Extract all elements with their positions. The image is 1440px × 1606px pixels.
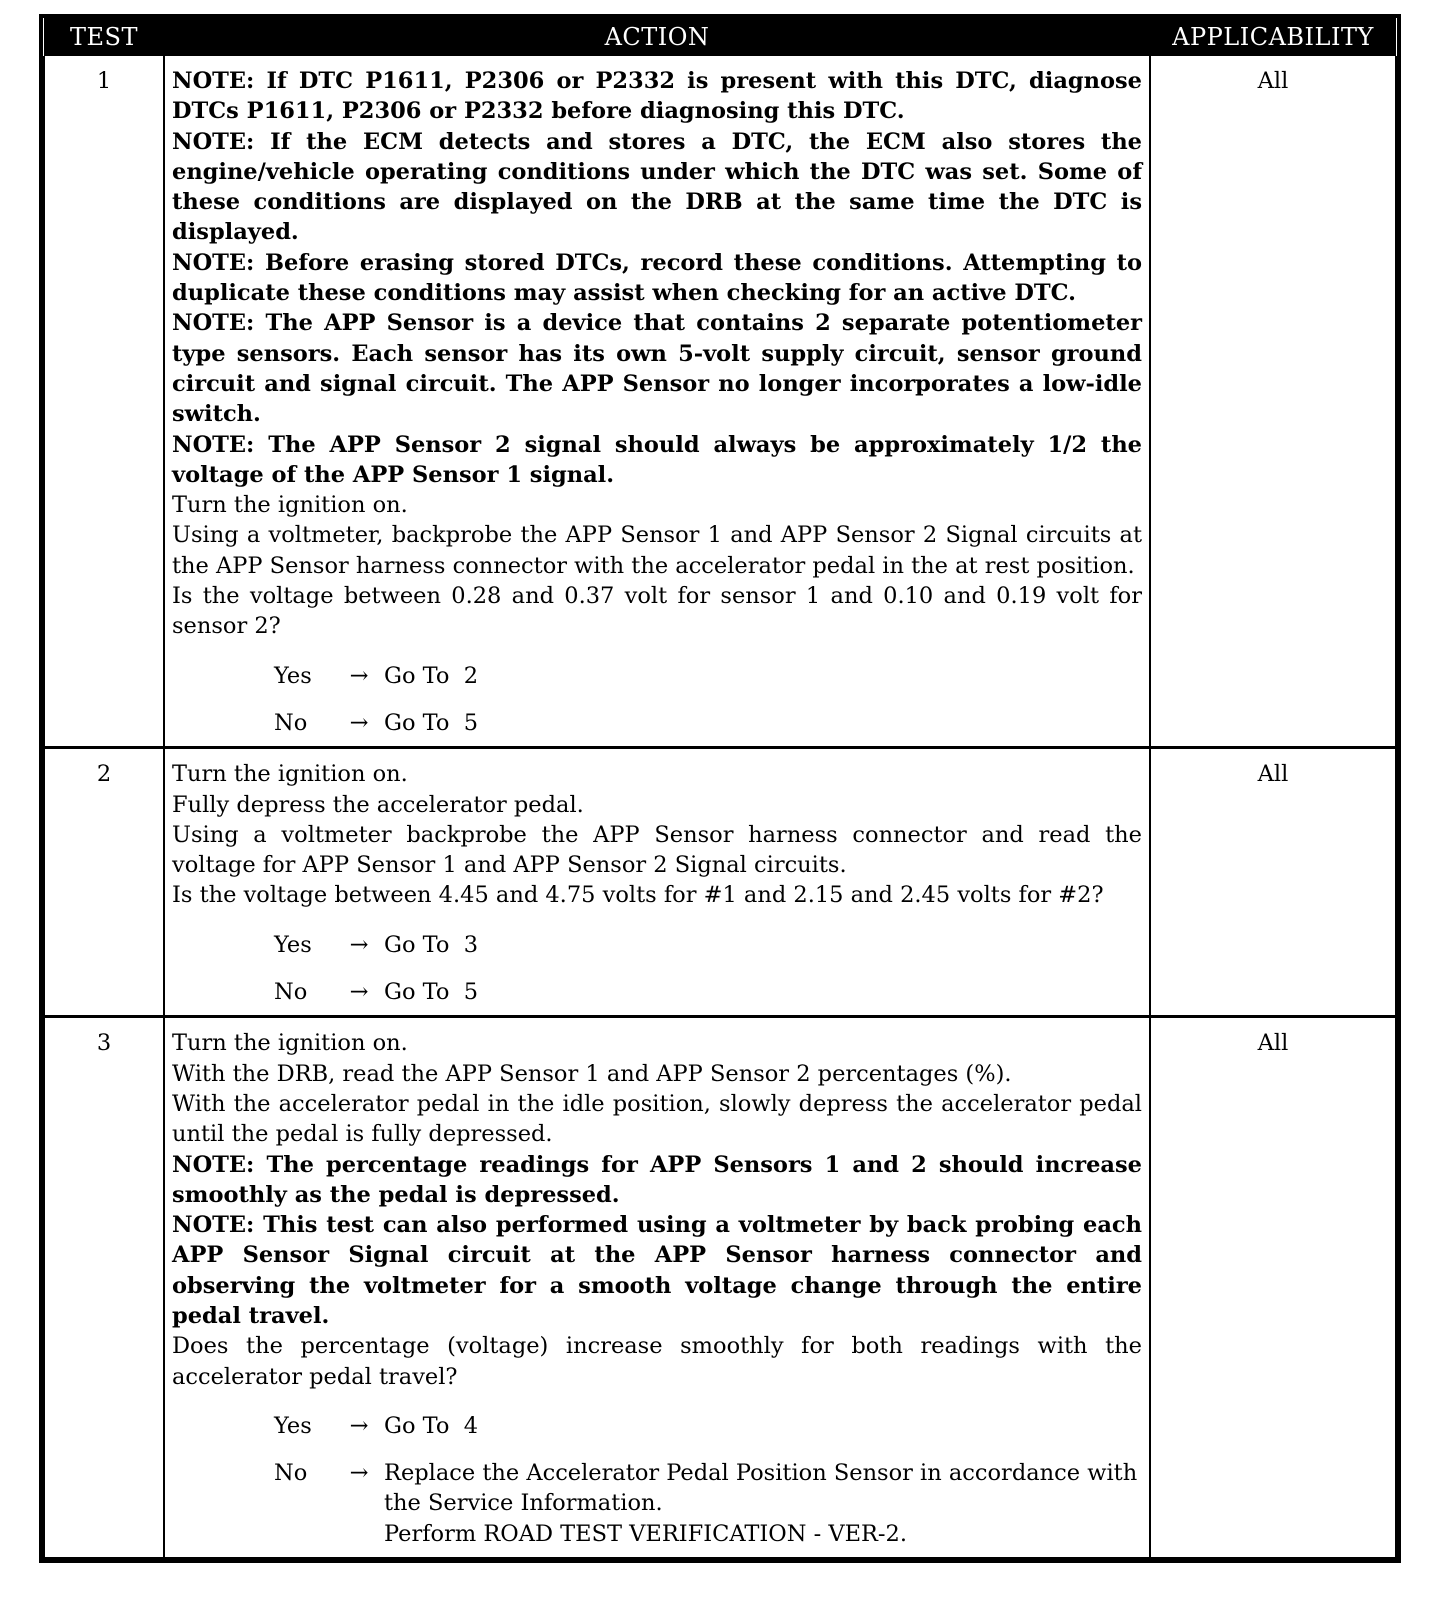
arrow-right-icon: → bbox=[349, 931, 369, 958]
arrow-right-icon: → bbox=[349, 1460, 369, 1487]
test-number: 1 bbox=[44, 56, 164, 748]
arrow-right-icon: → bbox=[349, 662, 369, 689]
note-paragraph: NOTE: The APP Sensor is a device that contains 2 separate potentiometer type sensors. Each sensor has its own 5-volt supply circuit, sensor ground circuit and signal circuit. The APP Sensor no longer incorporates a low-idle switch. bbox=[172, 310, 1142, 428]
yes-outcome bbox=[172, 661, 1142, 691]
result-line: Perform ROAD TEST VERIFICATION - VER-2. bbox=[384, 1520, 908, 1547]
result-line: Go To 5 bbox=[384, 979, 479, 1006]
yes-result bbox=[384, 930, 1142, 960]
yes-result bbox=[384, 1411, 1142, 1441]
result-line: Go To 2 bbox=[384, 662, 479, 689]
header-applicability: APPLICABILITY bbox=[1150, 18, 1396, 56]
header-action: ACTION bbox=[164, 18, 1150, 56]
instruction-paragraph: Is the voltage between 4.45 and 4.75 volts for #1 and 2.15 and 2.45 volts for #2? bbox=[172, 882, 1104, 909]
no-result bbox=[384, 708, 1142, 738]
result-line: Go To 4 bbox=[384, 1412, 479, 1439]
header-test: TEST bbox=[44, 18, 164, 56]
test-number: 3 bbox=[44, 1017, 164, 1558]
note-paragraph: NOTE: The APP Sensor 2 signal should always be approximately 1/2 the voltage of the APP Sensor 1 signal. bbox=[172, 431, 1142, 488]
no-label: No bbox=[274, 709, 308, 736]
arrow-right-icon: → bbox=[349, 1412, 369, 1439]
note-paragraph: NOTE: If the ECM detects and stores a DTC, the ECM also stores the engine/vehicle operating conditions under which the DTC was set. Some of these conditions are displayed on the DRB at the same time the DTC is displayed. bbox=[172, 128, 1142, 246]
instruction-paragraph: Does the percentage (voltage) increase smoothly for both readings with the accelerator pedal travel? bbox=[172, 1333, 1142, 1390]
yes-result bbox=[384, 661, 1142, 691]
no-outcome bbox=[172, 708, 1142, 738]
table-row bbox=[44, 56, 1396, 748]
instruction-paragraph: Turn the ignition on. bbox=[172, 1030, 408, 1057]
yes-outcome bbox=[172, 1411, 1142, 1441]
applicability-cell: All bbox=[1150, 748, 1396, 1017]
arrow-right-icon: → bbox=[349, 709, 369, 736]
result-line: Go To 3 bbox=[384, 931, 479, 958]
action-cell bbox=[164, 56, 1150, 748]
no-outcome bbox=[172, 977, 1142, 1007]
no-label: No bbox=[274, 1460, 308, 1487]
instruction-paragraph: Is the voltage between 0.28 and 0.37 volt for sensor 1 and 0.10 and 0.19 volt for sensor 2? bbox=[172, 583, 1142, 640]
applicability-cell: All bbox=[1150, 56, 1396, 748]
result-line: Replace the Accelerator Pedal Position Sensor in accordance with the Service Information. bbox=[384, 1460, 1145, 1517]
diagnostic-test-table bbox=[39, 14, 1401, 1563]
note-paragraph: NOTE: This test can also performed using a voltmeter by back probing each APP Sensor Signal circuit at the APP Sensor harness connector and observing the voltmeter for a smooth voltage change through the entire pedal travel. bbox=[172, 1212, 1142, 1329]
table-header-row bbox=[44, 18, 1396, 56]
action-cell bbox=[164, 1017, 1150, 1558]
yes-label: Yes bbox=[274, 1412, 312, 1439]
no-result bbox=[384, 977, 1142, 1007]
arrow-right-icon: → bbox=[349, 979, 369, 1006]
table-row bbox=[44, 748, 1396, 1017]
note-paragraph: NOTE: Before erasing stored DTCs, record these conditions. Attempting to duplicate these conditions may assist when checking for an active DTC. bbox=[172, 249, 1142, 307]
applicability-cell: All bbox=[1150, 1017, 1396, 1558]
note-paragraph: NOTE: The percentage readings for APP Sensors 1 and 2 should increase smoothly as the pedal is depressed. bbox=[172, 1151, 1142, 1208]
instruction-paragraph: Fully depress the accelerator pedal. bbox=[172, 791, 584, 818]
instruction-paragraph: Turn the ignition on. bbox=[172, 761, 408, 788]
no-outcome bbox=[172, 1458, 1145, 1549]
table-row bbox=[44, 1017, 1396, 1558]
table-body bbox=[44, 56, 1396, 1558]
yes-outcome bbox=[172, 930, 1142, 960]
note-paragraph: NOTE: If DTC P1611, P2306 or P2332 is present with this DTC, diagnose DTCs P1611, P2306 or P2332 before diagnosing this DTC. bbox=[172, 68, 1142, 125]
yes-label: Yes bbox=[274, 662, 312, 689]
instruction-paragraph: Turn the ignition on. bbox=[172, 492, 408, 519]
instruction-paragraph: With the accelerator pedal in the idle position, slowly depress the accelerator pedal until the pedal is fully depressed. bbox=[172, 1090, 1142, 1148]
instruction-paragraph: With the DRB, read the APP Sensor 1 and APP Sensor 2 percentages (%). bbox=[172, 1060, 1012, 1087]
test-number: 2 bbox=[44, 748, 164, 1017]
instruction-paragraph: Using a voltmeter backprobe the APP Sensor harness connector and read the voltage for APP Sensor 1 and APP Sensor 2 Signal circuits. bbox=[172, 821, 1142, 879]
action-cell bbox=[164, 748, 1150, 1017]
instruction-paragraph: Using a voltmeter, backprobe the APP Sensor 1 and APP Sensor 2 Signal circuits at the APP Sensor harness connector with the accelerator pedal in the at rest position. bbox=[172, 522, 1142, 579]
no-result bbox=[384, 1458, 1145, 1549]
yes-label: Yes bbox=[274, 931, 312, 958]
result-line: Go To 5 bbox=[384, 709, 479, 736]
no-label: No bbox=[274, 979, 308, 1006]
